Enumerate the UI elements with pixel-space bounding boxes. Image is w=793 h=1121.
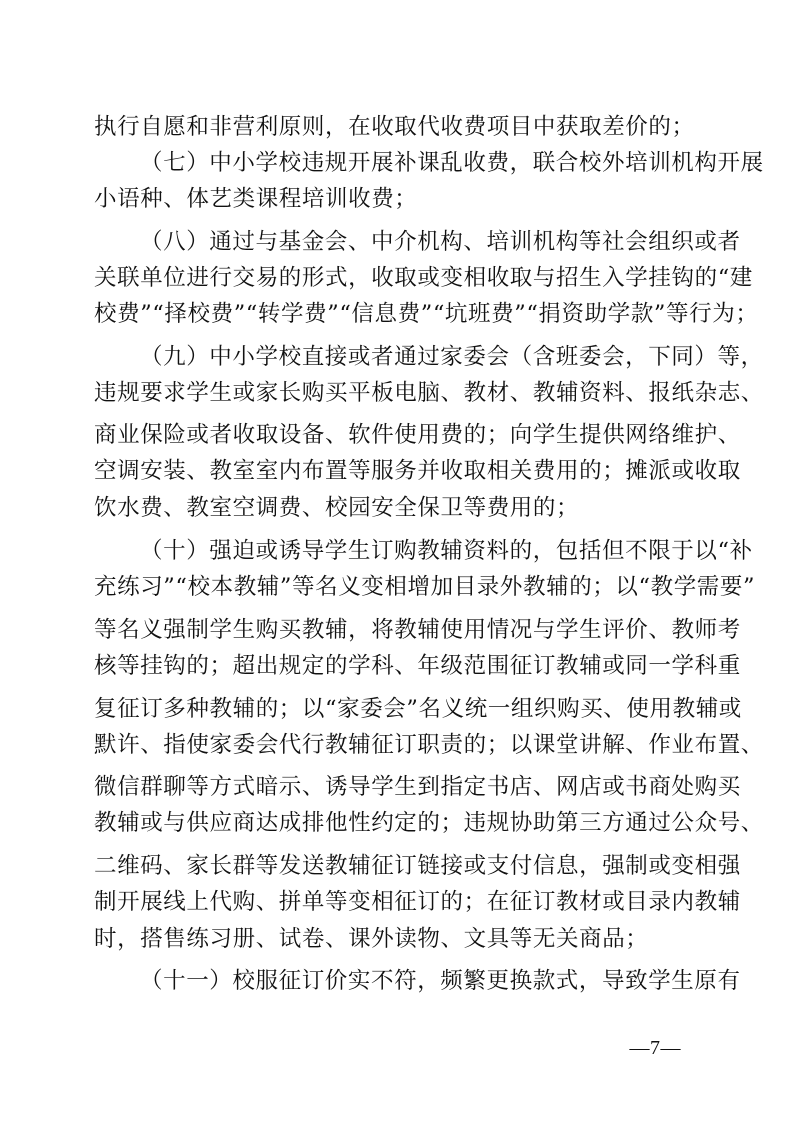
text-line: （七）中小学校违规开展补课乱收费，联合校外培训机构开展 <box>140 150 764 176</box>
page-number: —7— <box>629 1037 681 1059</box>
text-line: 教辅或与供应商达成排他性约定的；违规协助第三方通过公众号、 <box>94 810 764 836</box>
text-line: （八）通过与基金会、中介机构、培训机构等社会组织或者 <box>140 229 741 255</box>
text-line: 复征订多种教辅的；以“家委会”名义统一组织购买、使用教辅或 <box>94 696 742 722</box>
text-line: 等名义强制学生购买教辅，将教辅使用情况与学生评价、教师考 <box>94 617 741 643</box>
text-line: （十一）校服征订价实不符，频繁更换款式，导致学生原有 <box>140 968 741 994</box>
text-line: 微信群聊等方式暗示、诱导学生到指定书店、网店或书商处购买 <box>94 774 741 800</box>
text-line: 制开展线上代购、拼单等变相征订的；在征订教材或目录内教辅 <box>94 889 741 915</box>
text-line: 核等挂钩的；超出规定的学科、年级范围征订教辅或同一学科重 <box>94 653 741 679</box>
text-line: 默许、指使家委会代行教辅征订职责的；以课堂讲解、作业布置、 <box>94 732 764 758</box>
text-line: （十）强迫或诱导学生订购教辅资料的，包括但不限于以“补 <box>140 538 753 564</box>
text-line: 商业保险或者收取设备、软件使用费的；向学生提供网络维护、 <box>94 422 741 448</box>
text-line: 违规要求学生或家长购买平板电脑、教材、教辅资料、报纸杂志、 <box>94 380 764 406</box>
text-line: 空调安装、教室室内布置等服务并收取相关费用的；摊派或收取 <box>94 458 741 484</box>
text-line: 校费”“择校费”“转学费”“信息费”“坑班费”“捐资助学款”等行为； <box>94 301 759 327</box>
text-line: 执行自愿和非营利原则，在收取代收费项目中获取差价的； <box>94 114 695 140</box>
text-line: 小语种、体艺类课程培训收费； <box>94 186 418 212</box>
text-line: （九）中小学校直接或者通过家委会（含班委会，下同）等， <box>140 344 764 370</box>
text-line: 二维码、家长群等发送教辅征订链接或支付信息，强制或变相强 <box>94 853 741 879</box>
text-line: 关联单位进行交易的形式，收取或变相收取与招生入学挂钩的“建 <box>94 265 753 291</box>
text-line: 时，搭售练习册、试卷、课外读物、文具等无关商品； <box>94 926 649 952</box>
text-line: 饮水费、教室空调费、校园安全保卫等费用的； <box>94 495 580 521</box>
text-line: 充练习”“校本教辅”等名义变相增加目录外教辅的；以“教学需要” <box>94 574 756 600</box>
